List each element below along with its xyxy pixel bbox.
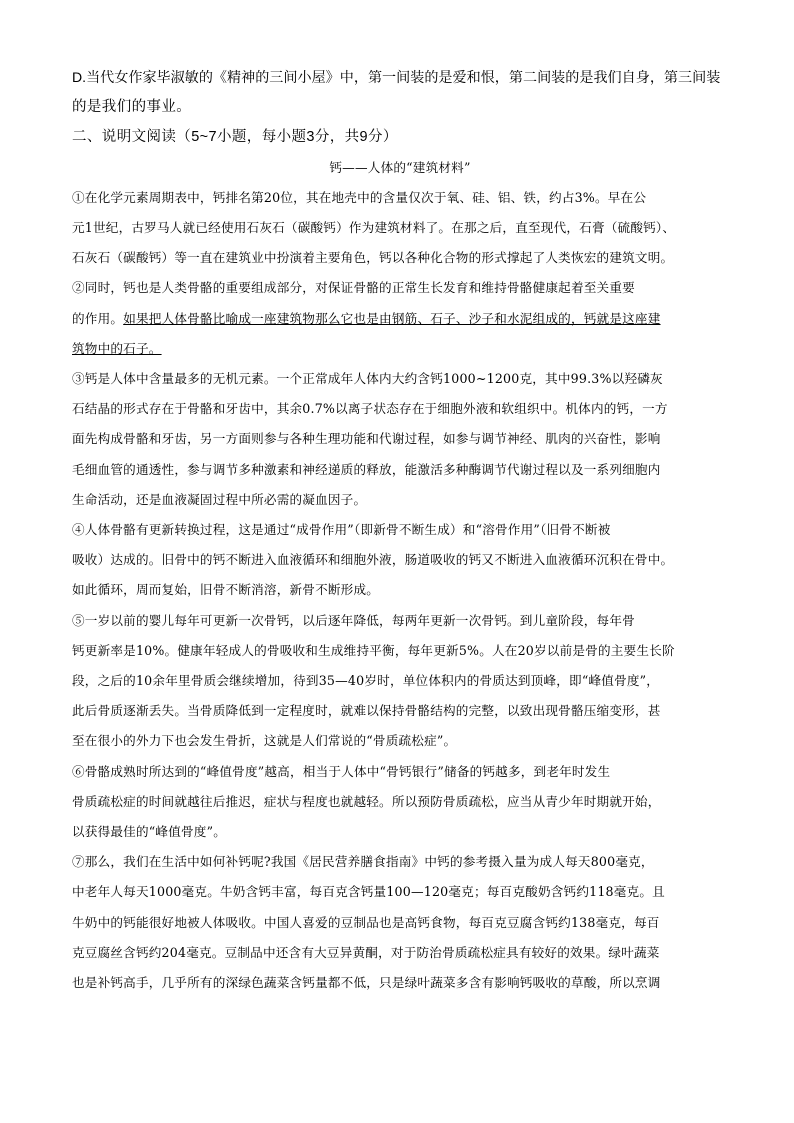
- paragraph-line: 面先构成骨骼和牙齿，另一方面则参与各种生理功能和代谢过程，如参与调节神经、肌肉的兴奋性，影响: [72, 431, 661, 447]
- paragraph-line: 石结晶的形式存在于骨骼和牙齿中，其余0.7%以离子状态存在于细胞外液和软组织中。机体内的钙，一方: [72, 401, 668, 417]
- paragraph-line: ⑥骨骼成熟时所达到的“峰值骨度”越高，相当于人体中“骨钙银行”储备的钙越多，到老年时发生: [72, 763, 611, 779]
- paragraph-line: ⑦那么，我们在生活中如何补钙呢?我国《居民营养膳食指南》中钙的参考摄入量为成人每天800毫克，: [72, 854, 654, 870]
- paragraph-line: ⑤一岁以前的婴儿每年可更新一次骨钙，以后逐年降低，每两年更新一次骨钙。到儿童阶段，每年骨: [72, 612, 635, 628]
- paragraph-line: ③钙是人体中含量最多的无机元素。一个正常成年人体内大约含钙1000~1200克，其中99.3%以羟磷灰: [72, 371, 663, 387]
- option-d-line-2: 的是我们的事业。: [72, 99, 192, 116]
- section-heading: 二、说明文阅读（5~7小题，每小题3分，共9分）: [72, 129, 398, 146]
- paragraph-line: [72, 304, 728, 334]
- paragraph-line: 骨质疏松症的时间就越往后推迟，症状与程度也就越轻。所以预防骨质疏松，应当从青少年时期就开始，: [72, 793, 661, 809]
- paragraph-line: 毛细血管的通透性，参与调节多种激素和神经递质的释放，能激活多种酶调节代谢过程以及一系列细胞内: [72, 461, 661, 477]
- document-page: [72, 62, 728, 998]
- paragraph-line: 吸收）达成的。旧骨中的钙不断进入血液循环和细胞外液，肠道吸收的钙又不断进入血液循环沉积在骨中。: [72, 552, 674, 568]
- paragraph-line: 也是补钙高手，几乎所有的深绿色蔬菜含钙量都不低，只是绿叶蔬菜多含有影响钙吸收的草酸，所以烹调: [72, 975, 661, 991]
- paragraph-line: 生命活动，还是血液凝固过程中所必需的凝血因子。: [72, 491, 367, 507]
- underlined-sentence-end: 筑物中的石子。: [72, 340, 162, 356]
- paragraph-line: 此后骨质逐渐丢失。当骨质降低到一定程度时，就难以保持骨骼结构的完整，以致出现骨骼压缩变形，甚: [72, 703, 661, 719]
- option-d-line-1: D.当代女作家毕淑敏的《精神的三间小屋》中，第一间装的是爱和恨，第二间装的是我们自身，第三间装: [72, 69, 721, 85]
- paragraph-line: ①在化学元素周期表中，钙排名第20位，其在地壳中的含量仅次于氧、硅、铝、铁，约占3%。早在公: [72, 189, 647, 205]
- underlined-sentence: 如果把人体骨骼比喻成一座建筑物那么它也是由钢筋、石子、沙子和水泥组成的，钙就是这座建: [123, 310, 661, 326]
- paragraph-line: 钙更新率是10%。健康年轻成人的骨吸收和生成维持平衡，每年更新5%。人在20岁以前是骨的主要生长阶: [72, 642, 675, 658]
- paragraph-line: 牛奶中的钙能很好地被人体吸收。中国人喜爱的豆制品也是高钙食物，每百克豆腐含钙约138毫克，每百: [72, 914, 660, 930]
- paragraph-line: 段，之后的10余年里骨质会继续增加，待到35—40岁时，单位体积内的骨质达到顶峰，即“峰值骨度”，: [72, 673, 660, 689]
- paragraph-line: 中老年人每天1000毫克。牛奶含钙丰富，每百克含钙量100—120毫克；每百克酸奶含钙约118毫克。且: [72, 884, 665, 900]
- article-title: 钙——人体的“建筑材料”: [329, 159, 471, 175]
- paragraph-text: 的作用。: [72, 310, 124, 326]
- paragraph-line: 至在很小的外力下也会发生骨折，这就是人们常说的“骨质疏松症”。: [72, 733, 457, 749]
- paragraph-line: ④人体骨骼有更新转换过程，这是通过“成骨作用”（即新骨不断生成）和“溶骨作用”（旧骨不断被: [72, 522, 611, 538]
- paragraph-line: 以获得最佳的“峰值骨度”。: [72, 824, 227, 840]
- paragraph-line: 如此循环，周而复始，旧骨不断消溶，新骨不断形成。: [72, 582, 380, 598]
- paragraph-line: 石灰石（碳酸钙）等一直在建筑业中扮演着主要角色，钙以各种化合物的形式撑起了人类恢宏的建筑文明。: [72, 250, 674, 266]
- paragraph-line: ②同时，钙也是人类骨骼的重要组成部分，对保证骨骼的正常生长发育和维持骨骼健康起着至关重要: [72, 280, 635, 296]
- paragraph-line: 克豆腐丝含钙约204毫克。豆制品中还含有大豆异黄酮，对于防治骨质疏松症具有较好的效果。绿叶蔬菜: [72, 944, 660, 960]
- paragraph-line: 元1世纪，古罗马人就已经使用石灰石（碳酸钙）作为建筑材料了。在那之后，直至现代，石膏（硫酸钙）、: [72, 220, 676, 236]
